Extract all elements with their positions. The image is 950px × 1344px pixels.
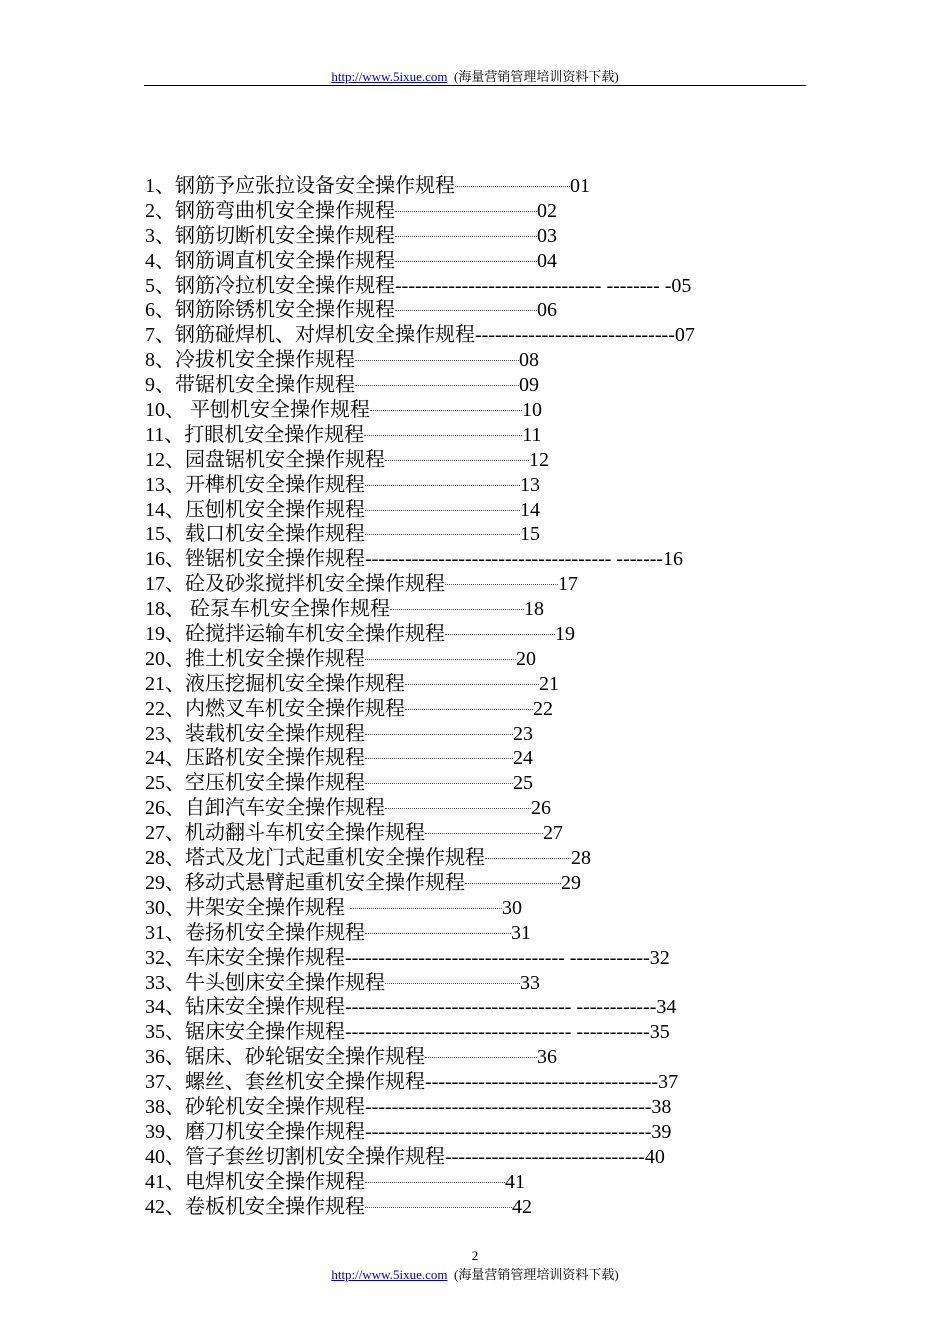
toc-leader: ------------------------------ xyxy=(475,324,675,347)
toc-entry[interactable] xyxy=(145,1070,805,1095)
header-link[interactable]: http://www.5ixue.com xyxy=(331,69,448,84)
toc-entry[interactable] xyxy=(145,473,805,498)
toc-leader xyxy=(364,435,522,436)
toc-entry-title: 16、锉锯机安全操作规程 xyxy=(145,548,365,571)
toc-entry[interactable] xyxy=(145,771,805,796)
toc-leader xyxy=(365,1182,505,1183)
toc-entry-title: 42、卷板机安全操作规程 xyxy=(145,1195,365,1218)
toc-entry-title: 38、砂轮机安全操作规程 xyxy=(145,1095,365,1118)
toc-entry-title: 36、锯床、砂轮锯安全操作规程 xyxy=(145,1046,425,1069)
toc-entry[interactable] xyxy=(145,647,805,672)
toc-page-number: 20 xyxy=(516,647,536,670)
toc-entry-title: 24、压路机安全操作规程 xyxy=(145,747,365,770)
toc-entry[interactable] xyxy=(145,348,805,373)
page-number: 2 xyxy=(471,1248,479,1263)
toc-entry-title: 9、带锯机安全操作规程 xyxy=(145,374,355,397)
toc-entry[interactable] xyxy=(145,1020,805,1045)
toc-page-number: 07 xyxy=(674,324,695,347)
toc-leader xyxy=(365,734,513,735)
toc-leader xyxy=(395,211,537,212)
toc-leader xyxy=(425,1057,537,1058)
toc-entry[interactable] xyxy=(145,1120,805,1145)
toc-leader xyxy=(395,236,537,237)
toc-page-number: 13 xyxy=(520,473,540,496)
toc-entry-title: 14、压刨机安全操作规程 xyxy=(145,498,365,521)
toc-leader: ---------------------------------- ----------- xyxy=(345,1021,650,1044)
toc-page-number: 25 xyxy=(513,772,533,795)
toc-leader xyxy=(405,684,539,685)
toc-entry[interactable] xyxy=(145,572,805,597)
toc-leader: ---------------------------------- ------------ xyxy=(345,996,657,1019)
toc-entry-title: 35、锯床安全操作规程 xyxy=(145,1021,345,1044)
toc-entry[interactable] xyxy=(145,1145,805,1170)
toc-page-number: 12 xyxy=(529,448,549,471)
toc-page-number: 08 xyxy=(519,349,539,372)
toc-entry-title: 32、车床安全操作规程 xyxy=(145,946,345,969)
toc-leader: ------------------------------------------- xyxy=(365,1120,652,1143)
toc-page-number: 40 xyxy=(644,1145,665,1168)
toc-page-number: 19 xyxy=(555,623,575,646)
header-rule xyxy=(144,85,806,86)
toc-page-number: 28 xyxy=(571,847,591,870)
toc-entry-title: 39、磨刀机安全操作规程 xyxy=(145,1120,365,1143)
footer-link[interactable]: http://www.5ixue.com xyxy=(331,1267,448,1282)
toc-entry-title: 20、推土机安全操作规程 xyxy=(145,647,365,670)
toc-entry-title: 2、钢筋弯曲机安全操作规程 xyxy=(145,199,395,222)
toc-page-number: 04 xyxy=(537,249,557,272)
toc-entry[interactable] xyxy=(145,622,805,647)
toc-entry[interactable] xyxy=(145,423,805,448)
toc-entry[interactable] xyxy=(145,323,805,348)
toc-page-number: 23 xyxy=(513,722,533,745)
toc-entry-title: 4、钢筋调直机安全操作规程 xyxy=(145,249,395,272)
toc-entry-title: 22、内燃叉车机安全操作规程 xyxy=(145,697,405,720)
toc-entry[interactable] xyxy=(145,1170,805,1195)
toc-leader xyxy=(405,709,533,710)
toc-leader: ------------------------------------------- xyxy=(365,1095,652,1118)
toc-leader xyxy=(485,858,571,859)
toc-page-number: 01 xyxy=(570,175,590,197)
page-header xyxy=(0,66,950,85)
toc-leader xyxy=(395,310,537,311)
toc-page-number: 39 xyxy=(651,1120,672,1143)
toc-leader xyxy=(385,983,520,984)
toc-leader xyxy=(385,808,531,809)
toc-leader xyxy=(385,460,529,461)
toc-page-number: 35 xyxy=(649,1021,670,1044)
toc-leader xyxy=(365,783,513,784)
toc-entry[interactable] xyxy=(145,672,805,697)
toc-entry-title: 11、打眼机安全操作规程 xyxy=(145,423,365,446)
toc-leader xyxy=(365,1207,512,1208)
toc-entry-title: 41、电焊机安全操作规程 xyxy=(145,1170,365,1193)
toc-entry-title: 15、载口机安全操作规程 xyxy=(145,523,365,546)
toc-entry[interactable] xyxy=(145,1195,805,1220)
toc-entry[interactable] xyxy=(145,896,805,921)
toc-entry[interactable] xyxy=(145,871,805,896)
toc-entry-title: 23、装载机安全操作规程 xyxy=(145,722,365,745)
toc-leader xyxy=(370,410,522,411)
toc-page-number: 24 xyxy=(513,747,533,770)
toc-page-number: 05 xyxy=(671,274,692,297)
toc-page-number: 30 xyxy=(502,896,522,919)
toc-page-number: 22 xyxy=(533,697,553,720)
toc-page-number: 02 xyxy=(537,199,557,222)
toc-leader xyxy=(355,385,519,386)
toc-page-number: 16 xyxy=(663,548,684,571)
toc-entry[interactable] xyxy=(145,174,805,199)
toc-leader xyxy=(365,534,520,535)
toc-entry[interactable] xyxy=(145,796,805,821)
toc-page-number: 27 xyxy=(543,822,563,845)
toc-page-number: 42 xyxy=(512,1195,532,1218)
toc-entry-title: 28、塔式及龙门式起重机安全操作规程 xyxy=(145,847,485,870)
toc-entry-title: 29、移动式悬臂起重机安全操作规程 xyxy=(145,871,465,894)
toc-leader xyxy=(445,584,558,585)
toc-entry-title: 8、冷拔机安全操作规程 xyxy=(145,349,355,372)
toc-entry[interactable] xyxy=(145,846,805,871)
toc-entry[interactable] xyxy=(145,821,805,846)
toc-entry[interactable] xyxy=(145,1045,805,1070)
toc-entry[interactable] xyxy=(145,697,805,722)
toc-leader: ----------------------------------- xyxy=(425,1071,659,1094)
toc-page-number: 38 xyxy=(651,1095,672,1118)
toc-page-number: 15 xyxy=(520,523,540,546)
toc-page-number: 29 xyxy=(561,871,581,894)
toc-entry[interactable] xyxy=(145,522,805,547)
toc-entry[interactable] xyxy=(145,597,805,622)
toc-page-number: 34 xyxy=(656,996,677,1019)
toc-leader xyxy=(395,261,537,262)
toc-leader xyxy=(365,510,520,511)
toc-page-number: 37 xyxy=(658,1071,679,1094)
toc-leader xyxy=(365,659,516,660)
toc-entry-title: 5、钢筋冷拉机安全操作规程 xyxy=(145,274,395,297)
toc-page-number: 03 xyxy=(537,224,557,247)
toc-entry[interactable] xyxy=(145,498,805,523)
toc-page-number: 33 xyxy=(520,971,540,994)
toc-entry-title: 6、钢筋除锈机安全操作规程 xyxy=(145,299,395,322)
toc-page-number: 14 xyxy=(520,498,540,521)
toc-entry-title: 34、钻床安全操作规程 xyxy=(145,996,345,1019)
toc-page-number: 31 xyxy=(511,921,531,944)
toc-entry[interactable] xyxy=(145,448,805,473)
toc-entry-title: 21、液压挖掘机安全操作规程 xyxy=(145,672,405,695)
toc-entry-title: 40、管子套丝切割机安全操作规程 xyxy=(145,1145,445,1168)
toc-entry[interactable] xyxy=(145,298,805,323)
toc-leader xyxy=(455,186,570,187)
toc-page-number: 26 xyxy=(531,797,551,820)
toc-page-number: 41 xyxy=(505,1170,525,1193)
toc-leader: ------------------------------------- ------- xyxy=(365,548,664,571)
footer-note: (海量营销管理培训资料下载) xyxy=(453,1267,619,1282)
toc-entry-title: 7、钢筋碰焊机、对焊机安全操作规程 xyxy=(145,324,475,347)
toc-entry[interactable] xyxy=(145,946,805,971)
toc-entry[interactable] xyxy=(145,249,805,274)
toc-entry-title: 27、机动翻斗车机安全操作规程 xyxy=(145,822,425,845)
toc-entry[interactable] xyxy=(145,722,805,747)
toc-leader xyxy=(365,933,511,934)
toc-leader: ------------------------------- -------- - xyxy=(395,274,672,297)
toc-page-number: 11 xyxy=(522,423,542,446)
toc-entry-title: 30、井架安全操作规程 xyxy=(145,896,350,919)
toc-entry-title: 25、空压机安全操作规程 xyxy=(145,772,365,795)
toc-entry-title: 12、园盘锯机安全操作规程 xyxy=(145,448,385,471)
toc-entry-title: 37、螺丝、套丝机安全操作规程 xyxy=(145,1071,425,1094)
toc-leader xyxy=(445,634,555,635)
toc-entry[interactable] xyxy=(145,971,805,996)
toc-entry[interactable] xyxy=(145,274,805,299)
toc-page-number: 32 xyxy=(649,946,670,969)
toc-entry-title: 26、自卸汽车安全操作规程 xyxy=(145,797,385,820)
toc-page-number: 06 xyxy=(537,299,557,322)
toc-entry-title: 10、 平刨机安全操作规程 xyxy=(145,399,370,422)
toc-entry[interactable] xyxy=(145,199,805,224)
toc-entry[interactable] xyxy=(145,746,805,771)
toc-entry-title: 3、钢筋切断机安全操作规程 xyxy=(145,224,395,247)
toc-leader xyxy=(365,758,513,759)
toc-leader: ------------------------------ xyxy=(445,1145,645,1168)
toc-entry[interactable] xyxy=(145,398,805,423)
toc-entry[interactable] xyxy=(145,1095,805,1120)
toc-entry-title: 19、砼搅拌运输车机安全操作规程 xyxy=(145,623,445,646)
toc-entry-title: 13、开榫机安全操作规程 xyxy=(145,473,365,496)
toc-leader xyxy=(365,485,520,486)
toc-page-number: 21 xyxy=(539,672,559,695)
toc-leader xyxy=(350,908,502,909)
toc-leader xyxy=(465,883,561,884)
toc-entry[interactable] xyxy=(145,921,805,946)
toc-entry[interactable] xyxy=(145,224,805,249)
toc-page-number: 18 xyxy=(524,598,544,621)
toc-entry-title: 31、卷扬机安全操作规程 xyxy=(145,921,365,944)
toc-page-number: 36 xyxy=(537,1046,557,1069)
toc-page-number: 17 xyxy=(558,573,578,596)
toc-page-number: 09 xyxy=(519,374,539,397)
toc-leader xyxy=(390,609,524,610)
toc-entry[interactable] xyxy=(145,373,805,398)
page-footer xyxy=(0,1264,950,1283)
table-of-contents xyxy=(145,174,805,1219)
toc-entry-title: 33、牛头刨床安全操作规程 xyxy=(145,971,385,994)
toc-entry-title: 18、 砼泵车机安全操作规程 xyxy=(145,598,390,621)
toc-entry[interactable] xyxy=(145,547,805,572)
header-note: (海量营销管理培训资料下载) xyxy=(453,69,619,84)
toc-leader xyxy=(355,360,519,361)
toc-entry[interactable] xyxy=(145,995,805,1020)
toc-entry-title: 1、钢筋予应张拉设备安全操作规程 xyxy=(145,175,455,197)
toc-leader xyxy=(425,833,543,834)
toc-page-number: 10 xyxy=(522,399,542,422)
toc-entry-title: 17、砼及砂浆搅拌机安全操作规程 xyxy=(145,573,445,596)
toc-leader: --------------------------------- ------------ xyxy=(345,946,650,969)
